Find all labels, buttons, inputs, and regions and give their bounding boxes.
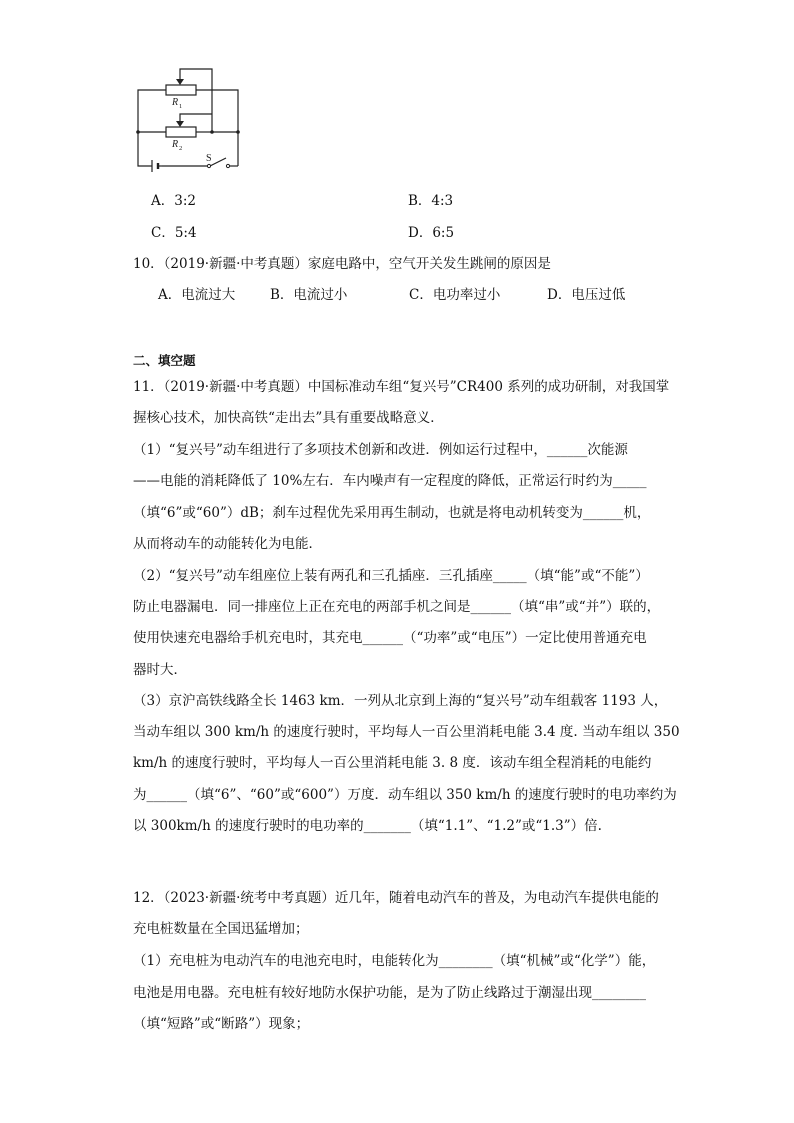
switch-label: S [206, 153, 212, 164]
q9-option-d: D．6:5 [408, 225, 455, 241]
q12-line: （填“短路”或“断路”）现象； [133, 1016, 310, 1032]
section-title: 二、填空题 [133, 353, 196, 368]
q10-option-c: C．电功率过小 [409, 287, 501, 303]
q10-option-a: A．电流过大 [158, 287, 236, 303]
q11-line: （1）“复兴号”动车组进行了多项技术创新和改进．例如运行过程中，______次能源 [133, 442, 628, 458]
q12-line: 电池是用电器。充电桩有较好地防水保护功能，是为了防止线路过于潮湿出现________ [133, 985, 646, 1001]
q11-line: 防止电器漏电．同一排座位上正在充电的两部手机之间是______（填“串”或“并”）联的， [133, 599, 661, 615]
r1-subscript: 1 [179, 103, 183, 110]
q11-line: 11．（2019·新疆·中考真题）中国标准动车组“复兴号”CR400 系列的成功研制，对我国掌 [133, 379, 670, 395]
circuit-diagram [128, 62, 248, 174]
q10-option-d: D．电压过低 [547, 287, 626, 303]
q11-line: （填“6”或“60”）dB；刹车过程优先采用再生制动，也就是将电动机转变为______机， [133, 505, 651, 521]
r1-slider-wire [180, 69, 238, 132]
q12-line: 12．（2023·新疆·统考中考真题）近几年，随着电动汽车的普及，为电动汽车提供电能的 [133, 890, 659, 906]
q12-line: （1）充电桩为电动汽车的电池充电时，电能转化为________（填“机械”或“化学”）能， [133, 953, 656, 969]
q11-line: km/h 的速度行驶时，平均每人一百公里消耗电能 3. 8 度．该动车组全程消耗的电能约 [133, 755, 652, 771]
q10-stem: 10．（2019·新疆·中考真题）家庭电路中，空气开关发生跳闸的原因是 [133, 256, 551, 272]
q11-line: 为______（填“6”、“60”或“600”）万度．动车组以 350 km/h 的速度行驶时的电功率约为 [133, 787, 677, 803]
r1-slider-arrow [176, 79, 184, 85]
q11-line: ——电能的消耗降低了 10%左右．车内噪声有一定程度的降低，正常运行时约为_____ [133, 473, 647, 489]
r2-label: R [172, 139, 179, 150]
q11-line: 器时大． [133, 662, 187, 678]
r2-subscript: 2 [179, 145, 183, 152]
q11-line: （2）“复兴号”动车组座位上装有两孔和三孔插座．三孔插座_____（填“能”或“不能”） [133, 568, 649, 584]
resistor-r2 [166, 127, 196, 137]
q11-line: 从而将动车的动能转化为电能． [133, 536, 322, 552]
q11-line: 握核心技术，加快高铁“走出去”具有重要战略意义． [133, 410, 444, 426]
q11-line: 以 300km/h 的速度行驶时的电功率的_______（填“1.1”、“1.2”或“1.3”）倍. [133, 818, 602, 834]
q11-line: （3）京沪高铁线路全长 1463 km．一列从北京到上海的“复兴号”动车组载客 1193 人， [133, 693, 668, 709]
q11-line: 使用快速充电器给手机充电时，其充电______（“功率”或“电压”）一定比使用普通充电 [133, 630, 647, 646]
q11-line: 当动车组以 300 km/h 的速度行驶时，平均每人一百公里消耗电能 3.4 度. 当动车组以 350 [133, 724, 680, 740]
q9-option-b: B．4:3 [408, 193, 454, 209]
q12-line: 充电桩数量在全国迅猛增加； [133, 921, 309, 937]
q10-option-b: B．电流过小 [270, 287, 348, 303]
resistor-r1 [166, 85, 196, 95]
r2-slider-arrow [176, 121, 184, 127]
r1-label: R [172, 97, 179, 108]
q9-option-c: C．5:4 [151, 225, 197, 241]
q9-option-a: A．3:2 [151, 193, 196, 209]
